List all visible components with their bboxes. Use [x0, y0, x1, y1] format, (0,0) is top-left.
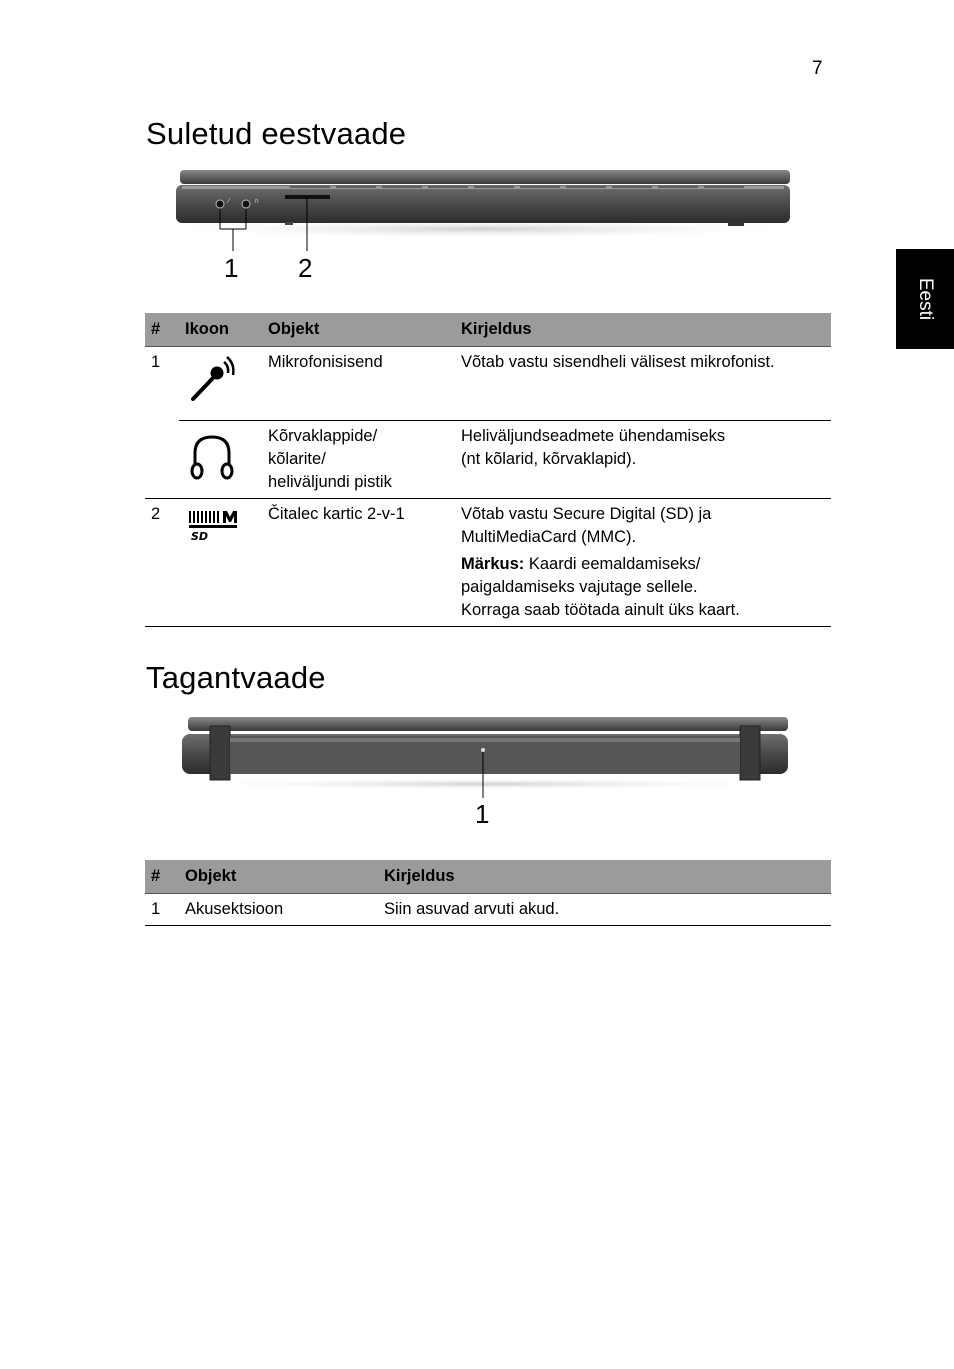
- table-header-row: [145, 860, 831, 894]
- svg-text:SD: SD: [191, 530, 209, 543]
- row-object: Mikrofonisisend: [262, 347, 455, 421]
- row-description-line: Võtab vastu Secure Digital (SD) ja: [461, 505, 712, 523]
- row-description-line: MultiMediaCard (MMC).: [461, 528, 637, 546]
- front-view-table: [145, 313, 831, 627]
- table-row: [145, 499, 831, 627]
- row-object: Čitalec kartic 2-v-1: [262, 499, 455, 627]
- row-object-line: kõlarite/: [268, 450, 326, 468]
- row-description: Siin asuvad arvuti akud.: [378, 894, 831, 926]
- laptop-front-view-image: [150, 165, 810, 295]
- microphone-icon: [179, 351, 239, 409]
- laptop-rear-view-image: [170, 712, 800, 802]
- col-header-object: Objekt: [262, 313, 455, 347]
- row-object-line: Kõrvaklappide/: [268, 427, 378, 445]
- table-row: [145, 421, 831, 499]
- row-note: [461, 553, 825, 576]
- col-header-num: #: [145, 313, 179, 347]
- row-num: 1: [145, 894, 179, 926]
- row-num: 1: [151, 353, 161, 371]
- page-number: 7: [812, 58, 823, 79]
- table-header-row: [145, 313, 831, 347]
- language-tab-label: Eesti: [915, 277, 936, 321]
- headphones-icon: [179, 425, 239, 487]
- row-object: Akusektsioon: [179, 894, 378, 926]
- section-title-front: Suletud eestvaade: [146, 116, 407, 151]
- rear-callout-1: 1: [475, 799, 490, 829]
- row-num: 2: [145, 499, 179, 627]
- col-header-icon: Ikoon: [179, 313, 262, 347]
- note-text: Kaardi eemaldamiseks/: [524, 555, 701, 573]
- front-callout-2: 2: [298, 253, 313, 283]
- table-row: [145, 894, 831, 926]
- row-num: [145, 421, 179, 499]
- card-reader-icon: [179, 503, 243, 545]
- svg-text:∩: ∩: [254, 197, 260, 205]
- col-header-description: Kirjeldus: [378, 860, 831, 894]
- row-description-line: Heliväljundseadmete ühendamiseks: [461, 427, 726, 445]
- section-title-rear: Tagantvaade: [146, 660, 326, 695]
- svg-text:⁄: ⁄: [228, 197, 230, 205]
- row-note-line: Korraga saab töötada ainult üks kaart.: [461, 601, 740, 619]
- col-header-description: Kirjeldus: [455, 313, 831, 347]
- row-description: Võtab vastu sisendheli välisest mikrofonist.: [455, 347, 831, 421]
- row-object-line: heliväljundi pistik: [268, 473, 392, 491]
- front-callout-1: 1: [224, 253, 239, 283]
- table-row: [145, 347, 831, 421]
- col-header-object: Objekt: [179, 860, 378, 894]
- col-header-num: #: [145, 860, 179, 894]
- row-description-line: (nt kõlarid, kõrvaklapid).: [461, 450, 637, 468]
- row-note-line: paigaldamiseks vajutage sellele.: [461, 578, 698, 596]
- language-tab: [896, 249, 954, 349]
- rear-view-table: [145, 860, 831, 926]
- note-label: Märkus:: [461, 555, 525, 573]
